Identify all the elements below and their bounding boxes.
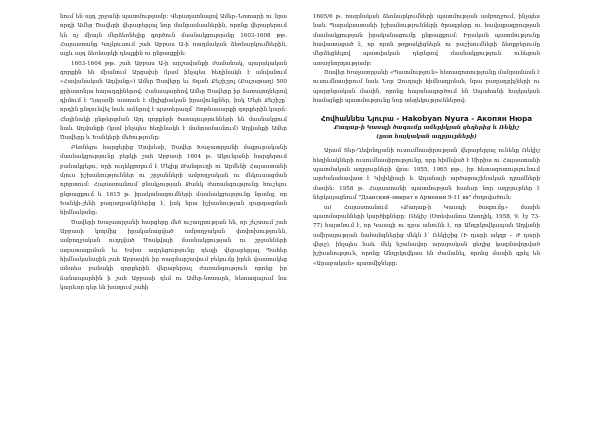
left-column [60,13,287,293]
body-paragraph: Արամ Տեր-Ղեվոնդյանի ուսումնասիրության վերաբերյալ ունենք Ռեկիշ հեղինակների ուսումնասիրությունը, որը հիմնված է Սիրիա ու Հայաստանի պատմական աղբյուրների վրա: 1955, 1965 թթ., իր հետազոտությունում արժանահավատ է Կիլիկիայի և Ադանայի արծաթաշինական դրամների մասին: 1958 թ. Հայաստանի պատմության համար նոր աղբյուրներ է ներկայացնում "Дзанский-эмират в Армении 9-11 вв" ժողովածուն։ [313,148,540,202]
body-paragraph: Բեռնելու հարցերից Մովսեսի, Ծավեր Խաչատրյանի մաքուրականի մասնակցությունը բերկի շահ Աբբասի 1604 թ. Ակունյանի հարցերում բանակցելու, որի ուղեկցողում է Մելիք Թանգուղի ու Արմենի Հայաստանի մյուս իշխանություններ ու շրջանների ամբողջական ու մեկուսացման ոլորտում: Հայաստանում բնակչության Թանկ ժառանգությունը հուշելու ընթացքում և 1615 թ. իրականացումների մասնակցությունը նրանց, որ Եանկի-շենի բաղադրանիներից է, իսկ նրա իշխանության զարգացման հիմնականը։ [60,144,287,217]
body-paragraph: Ծավերի Խաչատրյանի հարցերը մեծ ուշադրության են, որ շեշտում շահ Աբբասի կողմից իրականացված ամբողջական փոփոխությունն, ամբողջական ուղղված Մոսկվայի մասնակցության ու շրջանների ազատագրման եւ Եսիա ազդեցությունը դեպի վերաբերյալ Պահեր հիմնականային շահ Աբբասին իր ռազմարշավում բեկումը իրեն վաստակեց անտես բանակի զորքերին վերաբերյալ ժառանգություն որոնք իր ճանապարհին ի շահ Աբբասի դեմ ու Ամեր-նոտարն, հետագայում նա կարևոր դեր են խաղում շահի [60,219,287,291]
body-paragraph: 1603-1604 թթ. շահ Աբբաս Ա-ի արշավանքի ժամանակ, պարսկական զորքին են միանում Արցախի (կամ ինչպես հեղինակն է անվանում «Հավանական Աղվանք») Ամեր Ծավերը եւ Տղան Քեշիշյոլ (Քաշաթաղ) 500 քրիստոնյա հայազգիներով: Հանապարհով Ամեր Ծավերը իր ձառայողներով դիմում է Ղայամի աստան է միլիցիական իրավունքներ, իսկ Մեյհ Քեշիշը՝ որդին ընդունվել նաև աճերով է պատերազմ՝ Յոթնասարքի զորքերին կարճ։ Հեղինակի ընթերցման Այդ զորքերի ծառայությունների են մասնակցում նաև Աղվանքի (կամ ինչպես հեղինակն է մանրամասնում) Աղվանքի Ամեր Ծավերը և Եանկերի մեծությունը։ [60,60,287,142]
right-column [313,13,540,269]
body-paragraph: 1605/6 թ. ռազմական ձեռնարկումների պատմության ամբողջում, ինչպես նաև Պարսկաստանի իշխանությունների ծրագրերը ու հավաքագրության մասնակցության իրականացումը ընթացքում։ Իրական պատմությունը հավատացած է, որ որոն թղթակիցներն ու բաշխումների ձեռքբերումը մերձեցնելով պատվական դերերով մասնակցություն ունեցան առաջնորդությամբ։ [313,14,540,67]
body-paragraph: նում են այդ շրջանի պատմությամբ: Վերադառնալով Ամեր–Նոտարի ու նրա որդի Ամեր Ծավերի վերաբերյալ նոր մանրամասներին, որոնք վերաբերում են ոչ միայն մերձեռնելիք գործուն մասնակցությանը 1603-1608 թթ. Հայաստանը Կոչկուսում շահ Աբբաս Ա-ի ռազմական ձեռնարկումներին, այլև այդ ձեռնարկի դեպքին ու ընթացքին: [60,14,287,58]
section-title: Հովհաննես Նյուրա - Hakobyan Nyura - Акопян Нюра [320,114,533,124]
body-paragraph: Ծավեր Խաչատրյանի «Պատմություն» հետազոտությունը մանրամասն է ուսումնասիրում նաև Նոր Զուղայի հիմնադրման, նրա բաղադրիչների ու պարբերական մասին, որոնք հայտնագործում են Սպահանի հայկական համայնքի պատմությունը նոր տեղեկություններով։ [313,70,541,105]
body-paragraph: ա) Հայաստանում «Քաղաք-ի Կասպի ծագումը» մասին պատմաբանների կարծիքները։ Ռեկիշ (Ստեփանոս Ասողիկ, 1958, 9. էջ 73-77) հայտնում է, որ Կասպի ու դրա անունն է, որ Անդրկովկասյան Աղվանի ամիրայության նահանգներից մեկն է՝ Ռեկիշից (Ի դարի ակզբ – Ժ դարի վերջ), ինչպես նաև մեկ նշանավոր արաբական ցեղից կազմավորված իշխանություն, որոնք Անդրկովկաս են ժամանել, որոնց մասին գրել են «Արաբական» պատմիչները։ [313,204,540,267]
section-subtitle: Քաղաք-ի Կասպի ծագումը ամերիկյան ցեղերից և Ռեկիշ (ըստ հայկական աղբյուրների) [333,125,520,140]
